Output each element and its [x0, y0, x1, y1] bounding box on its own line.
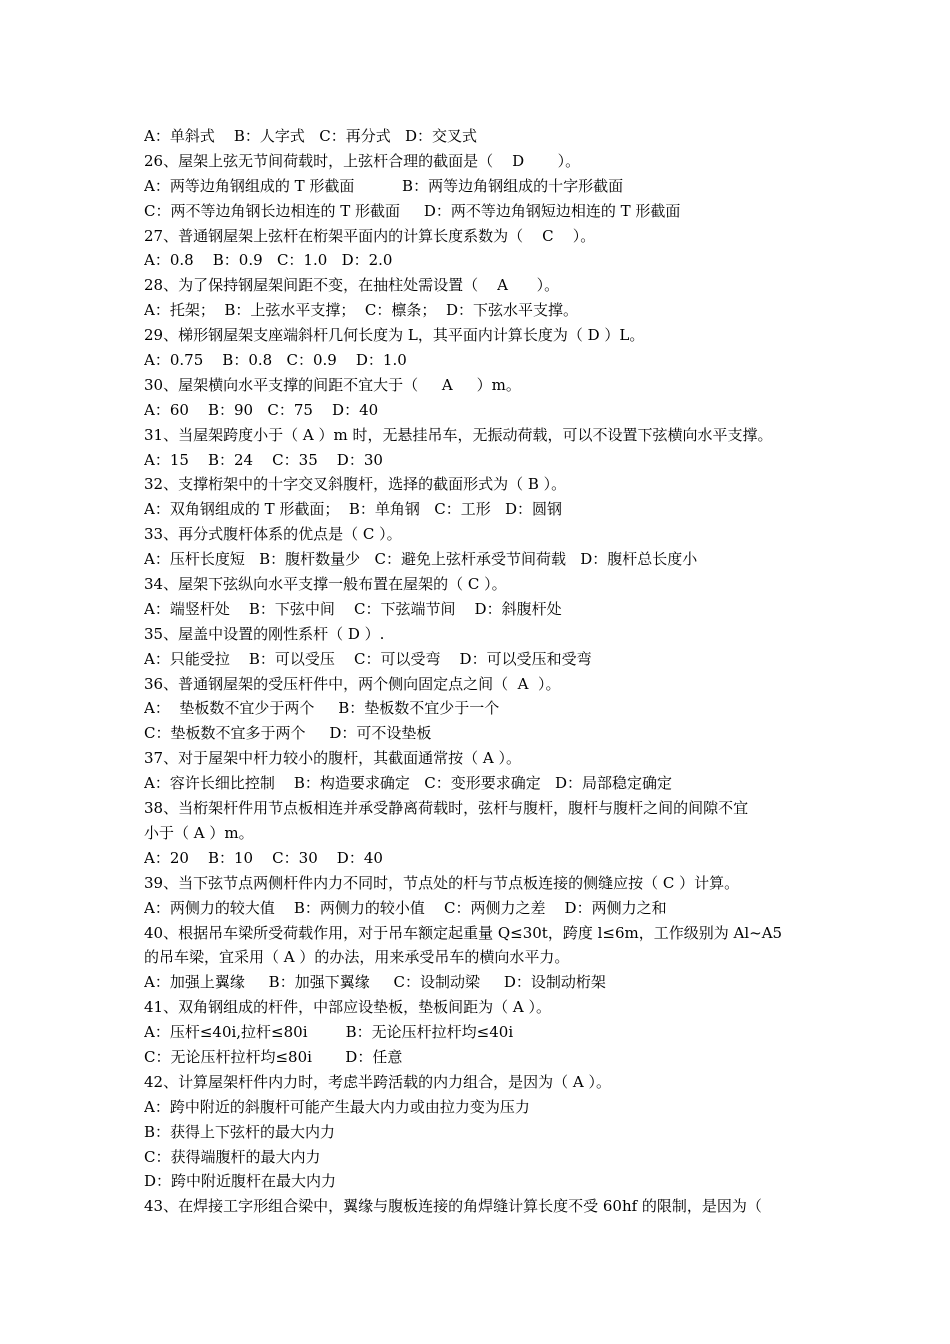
text-line: A： 垫板数不宜少于两个 B：垫板数不宜少于一个: [144, 699, 500, 718]
question-26: 26、屋架上弦无节间荷载时，上弦杆合理的截面是（ D ）。: [144, 151, 581, 170]
text-line: 的吊车梁，宜采用（ A ）的办法，用来承受吊车的横向水平力。: [144, 948, 570, 967]
text-line: A：压杆≤40i,拉杆≤80i B：无论压杆拉杆均≤40i: [144, 1023, 514, 1042]
text-line: A：只能受拉 B：可以受压 C：可以受弯 D：可以受压和受弯: [144, 649, 592, 668]
question-40: 40、根据吊车梁所受荷载作用，对于吊车额定起重量 Q≤30t，跨度 l≤6m，工作级别为 Al~A5: [144, 923, 783, 942]
question-37: 37、对于屋架中杆力较小的腹杆，其截面通常按（ A ）。: [144, 749, 521, 768]
question-32: 32、支撑桁架中的十字交叉斜腹杆，选择的截面形式为（ B ）。: [144, 475, 567, 494]
text-line: A：两侧力的较大值 B：两侧力的较小值 C：两侧力之差 D：两侧力之和: [144, 898, 667, 917]
text-line: A：单斜式 B：人字式 C：再分式 D：交叉式: [144, 127, 478, 145]
text-line: A：容许长细比控制 B：构造要求确定 C：变形要求确定 D：局部稳定确定: [144, 774, 673, 793]
text-line: A：加强上翼缘 B：加强下翼缘 C：设制动梁 D：设制动桁架: [144, 973, 606, 992]
question-34: 34、屋架下弦纵向水平支撑一般布置在屋架的（ C ）。: [144, 575, 507, 594]
document-body: [144, 124, 824, 1219]
text-line: A：20 B：10 C：30 D：40: [144, 848, 383, 867]
question-33: 33、再分式腹杆体系的优点是（ C ）。: [144, 525, 402, 544]
text-line: A：托架； B：上弦水平支撑； C：檩条； D：下弦水平支撑。: [144, 301, 578, 320]
question-43: 43、在焊接工字形组合梁中，翼缘与腹板连接的角焊缝计算长度不受 60hf 的限制，是因为（: [144, 1197, 762, 1216]
text-line: A：双角钢组成的 T 形截面； B：单角钢 C：工形 D：圆钢: [144, 500, 563, 519]
question-29: 29、梯形钢屋架支座端斜杆几何长度为 L，其平面内计算长度为（ D ）L。: [144, 326, 645, 345]
text-line: A：端竖杆处 B：下弦中间 C：下弦端节间 D：斜腹杆处: [144, 599, 562, 618]
text-line: A：压杆长度短 B：腹杆数量少 C：避免上弦杆承受节间荷载 D：腹杆总长度小: [144, 550, 698, 569]
text-line: A：60 B：90 C：75 D：40: [144, 400, 379, 419]
question-27: 27、普通钢屋架上弦杆在桁架平面内的计算长度系数为（ C ）。: [144, 226, 596, 245]
text-line: A：15 B：24 C：35 D：30: [144, 450, 383, 469]
question-41: 41、双角钢组成的杆件，中部应设垫板，垫板间距为（ A ）。: [144, 998, 551, 1017]
question-30: 30、屋架横向水平支撑的间距不宜大于（ A ）m。: [144, 375, 521, 394]
text-line: A：0.8 B：0.9 C：1.0 D：2.0: [144, 251, 393, 270]
question-39: 39、当下弦节点两侧杆件内力不同时，节点处的杆与节点板连接的侧缝应按（ C ）计算。: [144, 873, 740, 892]
text-line: B：获得上下弦杆的最大内力: [144, 1122, 336, 1141]
text-line: 小于（ A ）m。: [144, 823, 254, 842]
question-31: 31、当屋架跨度小于（ A ）m 时，无悬挂吊车，无振动荷载，可以不设置下弦横向水平支撑。: [144, 425, 773, 444]
text-line: C：垫板数不宜多于两个 D：可不设垫板: [144, 724, 432, 743]
text-line: A：0.75 B：0.8 C：0.9 D：1.0: [144, 351, 407, 370]
text-line: A：跨中附近的斜腹杆可能产生最大内力或由拉力变为压力: [144, 1097, 530, 1116]
question-35: 35、屋盖中设置的刚性系杆（ D ）.: [144, 624, 385, 643]
question-36: 36、普通钢屋架的受压杆件中，两个侧向固定点之间（ A ）。: [144, 674, 561, 693]
text-line: D：跨中附近腹杆在最大内力: [144, 1172, 337, 1191]
question-28: 28、为了保持钢屋架间距不变，在抽柱处需设置（ A ）。: [144, 276, 560, 295]
question-38: 38、当桁架杆件用节点板相连并承受静离荷载时，弦杆与腹杆，腹杆与腹杆之间的间隙不宜: [144, 799, 749, 818]
text-line: C：两不等边角钢长边相连的 T 形截面 D：两不等边角钢短边相连的 T 形截面: [144, 201, 681, 220]
text-line: A：两等边角钢组成的 T 形截面 B：两等边角钢组成的十字形截面: [144, 176, 624, 195]
text-line: C：获得端腹杆的最大内力: [144, 1147, 321, 1166]
question-42: 42、计算屋架杆件内力时，考虑半跨活载的内力组合，是因为（ A ）。: [144, 1072, 611, 1091]
text-line: C：无论压杆拉杆均≤80i D：任意: [144, 1047, 403, 1066]
